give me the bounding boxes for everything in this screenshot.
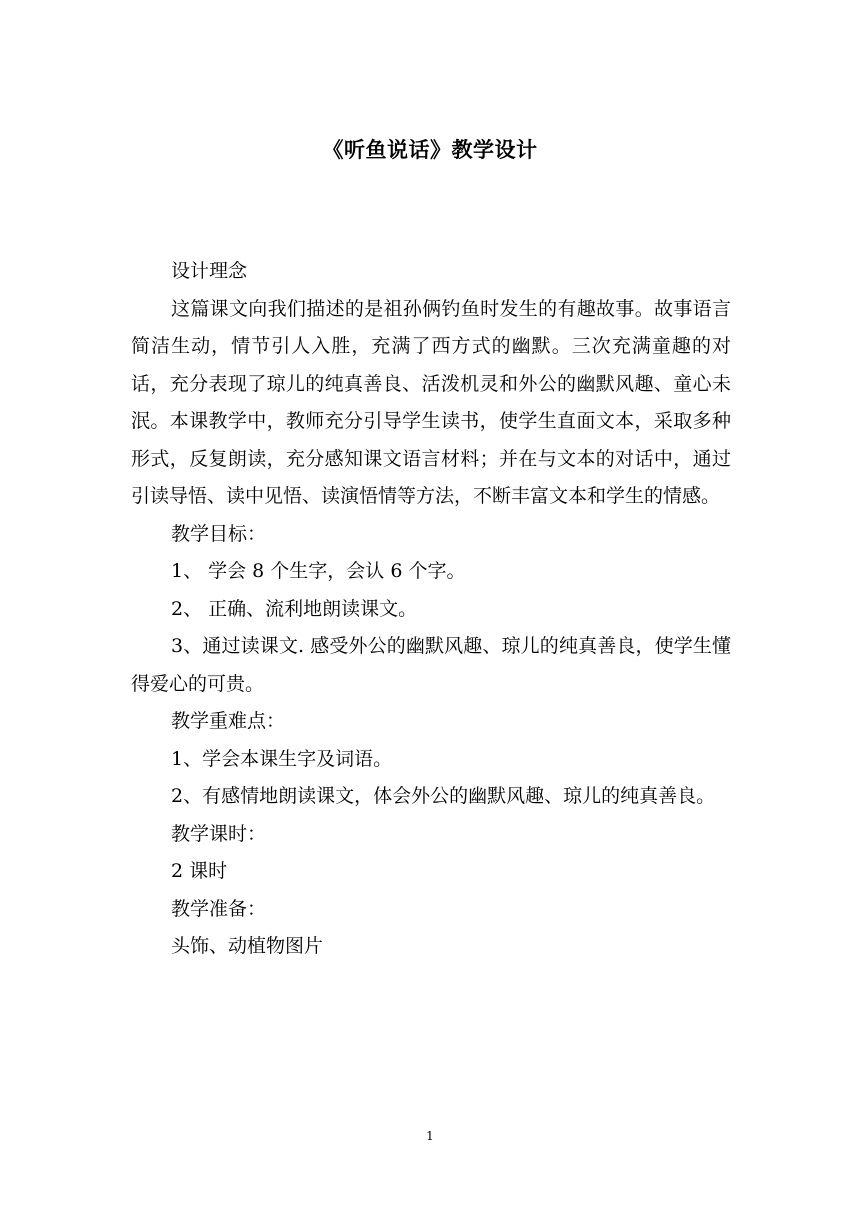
section-heading-preparation: 教学准备：	[171, 897, 267, 920]
document-title: 《听鱼说话》教学设计	[322, 137, 538, 162]
design-concept-paragraph: 这篇课文向我们描述的是祖孙俩钓鱼时发生的有趣故事。故事语言简洁生动，情节引人入胜，充满了西方式的幽默。三次充满童趣的对话，充分表现了琼儿的纯真善良、活泼机灵和外公的幽默风趣、童心未泯。本课教学中，教师充分引导学生读书，使学生直面文本，采取多种形式，反复朗读，充分感知课文语言材料；并在与文本的对话中，通过引读导悟、读中见悟、读演悟情等方法，不断丰富文本和学生的情感。	[131, 297, 731, 507]
class-hours-value: 2 课时	[171, 860, 228, 882]
teaching-goal-item-2: 2、 正确、流利地朗读课文。	[171, 597, 418, 620]
preparation-value: 头饰、动植物图片	[171, 935, 324, 957]
page-number: 1	[426, 1129, 434, 1143]
section-heading-key-points: 教学重难点：	[171, 710, 286, 732]
teaching-goal-item-1: 1、 学会 8 个生字，会认 6 个字。	[171, 560, 466, 582]
section-heading-teaching-goals: 教学目标：	[171, 522, 267, 545]
key-point-item-1: 1、学会本课生字及词语。	[171, 747, 393, 770]
teaching-goal-item-3: 3、通过读课文. 感受外公的幽默风趣、琼儿的纯真善良，使学生懂得爱心的可贵。	[131, 635, 731, 695]
key-point-item-2: 2、有感情地朗读课文，体会外公的幽默风趣、琼儿的纯真善良。	[171, 785, 716, 807]
section-heading-class-hours: 教学课时：	[171, 822, 267, 845]
document-body	[131, 253, 731, 966]
section-heading-design-concept: 设计理念	[171, 260, 248, 282]
